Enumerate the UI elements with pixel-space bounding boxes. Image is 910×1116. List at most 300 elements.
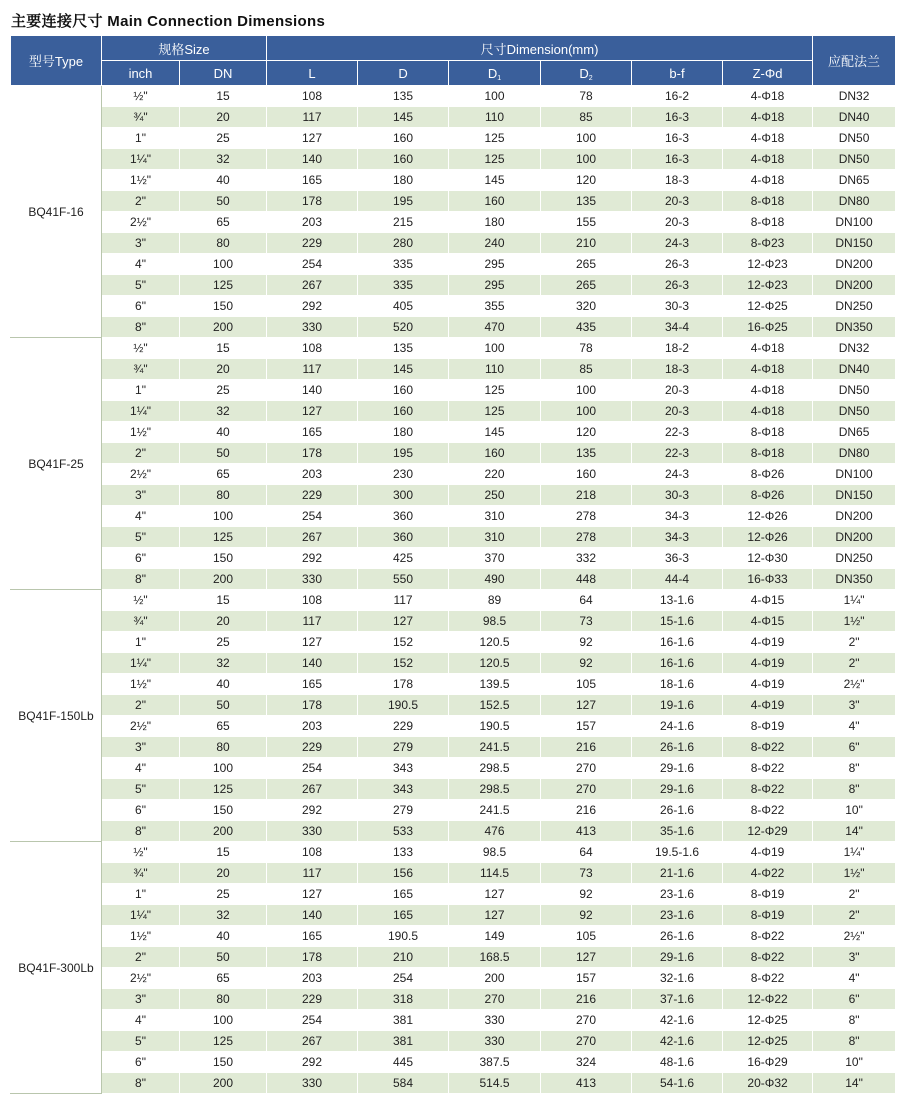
inch-cell: 5"	[102, 527, 180, 548]
zd-cell: 12-Φ29	[723, 821, 813, 842]
flange-cell: 3"	[813, 947, 896, 968]
d2-cell: 270	[541, 1031, 632, 1052]
d-cell: 229	[358, 716, 449, 737]
size-header: 规格Size	[102, 36, 267, 61]
d-cell: 335	[358, 254, 449, 275]
zd-cell: 8-Φ19	[723, 716, 813, 737]
bf-cell: 29-1.6	[632, 779, 723, 800]
bf-cell: 18-3	[632, 170, 723, 191]
d1-cell: 298.5	[449, 779, 541, 800]
d2-cell: 127	[541, 947, 632, 968]
dn-cell: 25	[180, 128, 267, 149]
inch-cell: 3"	[102, 989, 180, 1010]
d-cell: 178	[358, 674, 449, 695]
inch-cell: 1½"	[102, 170, 180, 191]
d-cell: 160	[358, 128, 449, 149]
table-row	[11, 842, 896, 863]
dn-cell: 20	[180, 611, 267, 632]
dn-cell: 32	[180, 149, 267, 170]
inch-cell: 4"	[102, 254, 180, 275]
flange-cell: 3"	[813, 695, 896, 716]
d2-cell: 73	[541, 611, 632, 632]
d-cell: 180	[358, 422, 449, 443]
dn-cell: 200	[180, 821, 267, 842]
bf-cell: 19.5-1.6	[632, 842, 723, 863]
table-row	[11, 170, 896, 191]
d1-cell: 295	[449, 275, 541, 296]
d-cell: 381	[358, 1031, 449, 1052]
zd-cell: 16-Φ33	[723, 569, 813, 590]
dn-cell: 150	[180, 800, 267, 821]
d-cell: 343	[358, 758, 449, 779]
bf-cell: 44-4	[632, 569, 723, 590]
d2-cell: 155	[541, 212, 632, 233]
d2-cell: 270	[541, 758, 632, 779]
dn-cell: 150	[180, 548, 267, 569]
flange-cell: DN350	[813, 569, 896, 590]
dn-cell: 20	[180, 107, 267, 128]
zd-cell: 4-Φ18	[723, 338, 813, 359]
zd-cell: 4-Φ15	[723, 611, 813, 632]
bf-cell: 21-1.6	[632, 863, 723, 884]
d2-cell: 270	[541, 779, 632, 800]
zd-cell: 4-Φ18	[723, 107, 813, 128]
flange-cell: DN32	[813, 338, 896, 359]
table-row	[11, 191, 896, 212]
l-cell: 178	[267, 443, 358, 464]
flange-cell: DN150	[813, 233, 896, 254]
d2-cell: 265	[541, 275, 632, 296]
d-cell: 343	[358, 779, 449, 800]
d1-cell: 152.5	[449, 695, 541, 716]
flange-cell: 2"	[813, 632, 896, 653]
inch-cell: 1¼"	[102, 149, 180, 170]
d1-cell: 127	[449, 905, 541, 926]
bf-cell: 22-3	[632, 443, 723, 464]
inch-cell: 4"	[102, 506, 180, 527]
l-cell: 229	[267, 233, 358, 254]
bf-cell: 18-3	[632, 359, 723, 380]
d-cell: 279	[358, 737, 449, 758]
l-cell: 117	[267, 863, 358, 884]
table-row	[11, 653, 896, 674]
d2-cell: 278	[541, 506, 632, 527]
d2-cell: 157	[541, 716, 632, 737]
inch-cell: ¾"	[102, 359, 180, 380]
inch-cell: 1¼"	[102, 401, 180, 422]
table-header	[11, 36, 896, 86]
bf-cell: 26-1.6	[632, 737, 723, 758]
zd-cell: 8-Φ18	[723, 422, 813, 443]
d2-cell: 332	[541, 548, 632, 569]
l-cell: 108	[267, 86, 358, 107]
inch-cell: 8"	[102, 821, 180, 842]
d2-header-sub: 2	[588, 74, 593, 82]
bf-cell: 34-3	[632, 506, 723, 527]
bf-cell: 15-1.6	[632, 611, 723, 632]
flange-cell: 2½"	[813, 674, 896, 695]
bf-cell: 30-3	[632, 485, 723, 506]
bf-cell: 23-1.6	[632, 905, 723, 926]
d1-cell: 89	[449, 590, 541, 611]
bf-cell: 30-3	[632, 296, 723, 317]
d-cell: 145	[358, 359, 449, 380]
d-cell: 533	[358, 821, 449, 842]
d-cell: 520	[358, 317, 449, 338]
zd-cell: 8-Φ22	[723, 737, 813, 758]
flange-cell: 14"	[813, 1073, 896, 1094]
l-cell: 267	[267, 779, 358, 800]
d1-cell: 387.5	[449, 1052, 541, 1073]
dn-cell: 20	[180, 863, 267, 884]
table-row	[11, 527, 896, 548]
d-cell: 279	[358, 800, 449, 821]
inch-cell: 8"	[102, 1073, 180, 1094]
flange-cell: DN250	[813, 296, 896, 317]
zd-cell: 4-Φ18	[723, 128, 813, 149]
dn-cell: 150	[180, 1052, 267, 1073]
inch-cell: ½"	[102, 86, 180, 107]
dn-cell: 25	[180, 884, 267, 905]
d2-cell: 216	[541, 800, 632, 821]
d1-cell: 355	[449, 296, 541, 317]
table-row	[11, 317, 896, 338]
flange-cell: DN200	[813, 506, 896, 527]
zd-header: Z-Φd	[723, 61, 813, 86]
dn-cell: 100	[180, 1010, 267, 1031]
zd-cell: 8-Φ22	[723, 926, 813, 947]
d-cell: 190.5	[358, 695, 449, 716]
flange-cell: DN65	[813, 422, 896, 443]
d-cell: 425	[358, 548, 449, 569]
table-row	[11, 632, 896, 653]
zd-cell: 8-Φ26	[723, 485, 813, 506]
inch-cell: 1¼"	[102, 653, 180, 674]
d2-cell: 210	[541, 233, 632, 254]
l-cell: 229	[267, 485, 358, 506]
d2-cell: 73	[541, 863, 632, 884]
zd-cell: 4-Φ19	[723, 842, 813, 863]
table-row	[11, 926, 896, 947]
zd-cell: 20-Φ32	[723, 1073, 813, 1094]
zd-cell: 8-Φ26	[723, 464, 813, 485]
dn-cell: 40	[180, 926, 267, 947]
l-cell: 330	[267, 1073, 358, 1094]
d2-cell: 216	[541, 989, 632, 1010]
flange-cell: DN200	[813, 254, 896, 275]
dn-cell: 65	[180, 968, 267, 989]
flange-cell: DN200	[813, 527, 896, 548]
dn-cell: 20	[180, 359, 267, 380]
d-cell: 195	[358, 443, 449, 464]
table-row	[11, 1031, 896, 1052]
dn-cell: 80	[180, 737, 267, 758]
zd-cell: 4-Φ19	[723, 674, 813, 695]
bf-cell: 37-1.6	[632, 989, 723, 1010]
inch-cell: 3"	[102, 233, 180, 254]
table-row	[11, 548, 896, 569]
l-cell: 203	[267, 968, 358, 989]
zd-cell: 8-Φ18	[723, 212, 813, 233]
inch-cell: 1"	[102, 128, 180, 149]
zd-cell: 4-Φ18	[723, 170, 813, 191]
l-cell: 178	[267, 947, 358, 968]
d-cell: 230	[358, 464, 449, 485]
d-cell: 405	[358, 296, 449, 317]
d-cell: 254	[358, 968, 449, 989]
l-header: L	[267, 61, 358, 86]
d1-cell: 139.5	[449, 674, 541, 695]
d2-cell: 320	[541, 296, 632, 317]
d-cell: 160	[358, 149, 449, 170]
zd-cell: 4-Φ22	[723, 863, 813, 884]
table-row	[11, 86, 896, 107]
inch-cell: 1½"	[102, 422, 180, 443]
zd-cell: 8-Φ22	[723, 968, 813, 989]
inch-cell: 2½"	[102, 212, 180, 233]
d-cell: 117	[358, 590, 449, 611]
l-cell: 108	[267, 842, 358, 863]
l-cell: 165	[267, 422, 358, 443]
flange-cell: DN250	[813, 548, 896, 569]
dn-cell: 125	[180, 527, 267, 548]
inch-cell: 1"	[102, 884, 180, 905]
d1-cell: 330	[449, 1010, 541, 1031]
l-cell: 140	[267, 149, 358, 170]
flange-cell: DN80	[813, 443, 896, 464]
d2-cell: 413	[541, 1073, 632, 1094]
table-row	[11, 737, 896, 758]
table-row	[11, 590, 896, 611]
d-cell: 165	[358, 884, 449, 905]
dn-cell: 80	[180, 233, 267, 254]
inch-cell: 2½"	[102, 464, 180, 485]
zd-cell: 16-Φ25	[723, 317, 813, 338]
d-cell: 135	[358, 338, 449, 359]
d2-cell: 85	[541, 359, 632, 380]
inch-cell: 2"	[102, 947, 180, 968]
l-cell: 292	[267, 296, 358, 317]
d1-header	[449, 61, 541, 86]
d1-cell: 98.5	[449, 842, 541, 863]
l-cell: 229	[267, 737, 358, 758]
table-row	[11, 422, 896, 443]
flange-cell: 8"	[813, 1010, 896, 1031]
flange-cell: DN350	[813, 317, 896, 338]
flange-cell: 2"	[813, 884, 896, 905]
dn-cell: 40	[180, 170, 267, 191]
dn-cell: 100	[180, 254, 267, 275]
d1-cell: 370	[449, 548, 541, 569]
flange-cell: DN80	[813, 191, 896, 212]
bf-cell: 16-1.6	[632, 632, 723, 653]
dn-cell: 125	[180, 779, 267, 800]
inch-cell: 6"	[102, 800, 180, 821]
bf-cell: 54-1.6	[632, 1073, 723, 1094]
d2-cell: 64	[541, 590, 632, 611]
flange-cell: DN200	[813, 275, 896, 296]
flange-cell: 14"	[813, 821, 896, 842]
inch-cell: 6"	[102, 296, 180, 317]
dn-cell: 65	[180, 464, 267, 485]
d1-cell: 110	[449, 359, 541, 380]
flange-cell: DN32	[813, 86, 896, 107]
flange-cell: 10"	[813, 800, 896, 821]
d-cell: 318	[358, 989, 449, 1010]
inch-cell: ¾"	[102, 863, 180, 884]
d-header: D	[358, 61, 449, 86]
d2-cell: 100	[541, 149, 632, 170]
inch-cell: 2"	[102, 191, 180, 212]
d-cell: 156	[358, 863, 449, 884]
flange-cell: 8"	[813, 758, 896, 779]
l-cell: 254	[267, 1010, 358, 1031]
l-cell: 117	[267, 107, 358, 128]
d1-cell: 200	[449, 968, 541, 989]
zd-cell: 12-Φ23	[723, 254, 813, 275]
inch-cell: 6"	[102, 1052, 180, 1073]
zd-cell: 8-Φ18	[723, 443, 813, 464]
d1-cell: 180	[449, 212, 541, 233]
dimensions-table	[10, 35, 896, 1094]
d1-cell: 241.5	[449, 737, 541, 758]
inch-cell: ¾"	[102, 107, 180, 128]
d1-cell: 149	[449, 926, 541, 947]
inch-header: inch	[102, 61, 180, 86]
d1-cell: 270	[449, 989, 541, 1010]
table-row	[11, 989, 896, 1010]
dimension-header: 尺寸Dimension(mm)	[267, 36, 813, 61]
inch-cell: ½"	[102, 842, 180, 863]
d1-cell: 241.5	[449, 800, 541, 821]
table-row	[11, 128, 896, 149]
flange-cell: DN100	[813, 212, 896, 233]
d-cell: 360	[358, 527, 449, 548]
l-cell: 292	[267, 548, 358, 569]
l-cell: 203	[267, 464, 358, 485]
table-row	[11, 758, 896, 779]
d2-cell: 135	[541, 191, 632, 212]
inch-cell: 5"	[102, 1031, 180, 1052]
dn-cell: 100	[180, 506, 267, 527]
inch-cell: 3"	[102, 737, 180, 758]
inch-cell: 8"	[102, 317, 180, 338]
d1-header-base: D	[487, 65, 498, 81]
flange-cell: 8"	[813, 1031, 896, 1052]
zd-cell: 4-Φ18	[723, 86, 813, 107]
d-cell: 190.5	[358, 926, 449, 947]
bf-cell: 34-4	[632, 317, 723, 338]
bf-cell: 16-3	[632, 149, 723, 170]
l-cell: 127	[267, 401, 358, 422]
d1-cell: 295	[449, 254, 541, 275]
table-row	[11, 863, 896, 884]
d2-cell: 100	[541, 380, 632, 401]
l-cell: 330	[267, 569, 358, 590]
dn-cell: 50	[180, 191, 267, 212]
dn-cell: 40	[180, 422, 267, 443]
flange-cell: 8"	[813, 779, 896, 800]
dn-cell: 40	[180, 674, 267, 695]
zd-cell: 16-Φ29	[723, 1052, 813, 1073]
d2-cell: 78	[541, 338, 632, 359]
d2-cell: 120	[541, 170, 632, 191]
bf-cell: 22-3	[632, 422, 723, 443]
table-row	[11, 779, 896, 800]
flange-cell: DN50	[813, 128, 896, 149]
zd-cell: 8-Φ22	[723, 947, 813, 968]
inch-cell: 4"	[102, 758, 180, 779]
d-cell: 145	[358, 107, 449, 128]
inch-cell: 1½"	[102, 674, 180, 695]
bf-cell: 16-1.6	[632, 653, 723, 674]
zd-cell: 12-Φ25	[723, 1031, 813, 1052]
d1-cell: 220	[449, 464, 541, 485]
l-cell: 203	[267, 212, 358, 233]
d2-cell: 92	[541, 632, 632, 653]
bf-cell: 18-2	[632, 338, 723, 359]
dn-cell: 125	[180, 1031, 267, 1052]
zd-cell: 4-Φ18	[723, 380, 813, 401]
d1-cell: 127	[449, 884, 541, 905]
d2-cell: 216	[541, 737, 632, 758]
l-cell: 330	[267, 317, 358, 338]
flange-cell: DN50	[813, 149, 896, 170]
bf-cell: 26-1.6	[632, 800, 723, 821]
table-row	[11, 401, 896, 422]
d2-cell: 120	[541, 422, 632, 443]
bf-cell: 23-1.6	[632, 884, 723, 905]
table-row	[11, 380, 896, 401]
bf-header: b-f	[632, 61, 723, 86]
bf-cell: 26-3	[632, 254, 723, 275]
d-cell: 165	[358, 905, 449, 926]
dn-cell: 25	[180, 632, 267, 653]
zd-cell: 12-Φ25	[723, 1010, 813, 1031]
l-cell: 117	[267, 359, 358, 380]
bf-cell: 29-1.6	[632, 947, 723, 968]
model-cell: BQ41F-150Lb	[11, 590, 102, 842]
table-row	[11, 611, 896, 632]
zd-cell: 8-Φ23	[723, 233, 813, 254]
dn-cell: 100	[180, 758, 267, 779]
zd-cell: 4-Φ15	[723, 590, 813, 611]
l-cell: 127	[267, 884, 358, 905]
d-cell: 210	[358, 947, 449, 968]
table-row	[11, 1010, 896, 1031]
inch-cell: 1½"	[102, 926, 180, 947]
d-cell: 152	[358, 632, 449, 653]
dn-cell: 200	[180, 1073, 267, 1094]
bf-cell: 26-3	[632, 275, 723, 296]
table-row	[11, 338, 896, 359]
inch-cell: 8"	[102, 569, 180, 590]
inch-cell: 1"	[102, 380, 180, 401]
d1-cell: 125	[449, 380, 541, 401]
dn-cell: 15	[180, 86, 267, 107]
d2-cell: 324	[541, 1052, 632, 1073]
type-header: 型号Type	[11, 36, 102, 86]
zd-cell: 4-Φ19	[723, 695, 813, 716]
dn-cell: 32	[180, 401, 267, 422]
d1-cell: 125	[449, 128, 541, 149]
d-cell: 381	[358, 1010, 449, 1031]
d1-cell: 514.5	[449, 1073, 541, 1094]
d-cell: 127	[358, 611, 449, 632]
d-cell: 300	[358, 485, 449, 506]
d1-cell: 100	[449, 86, 541, 107]
flange-cell: 4"	[813, 968, 896, 989]
